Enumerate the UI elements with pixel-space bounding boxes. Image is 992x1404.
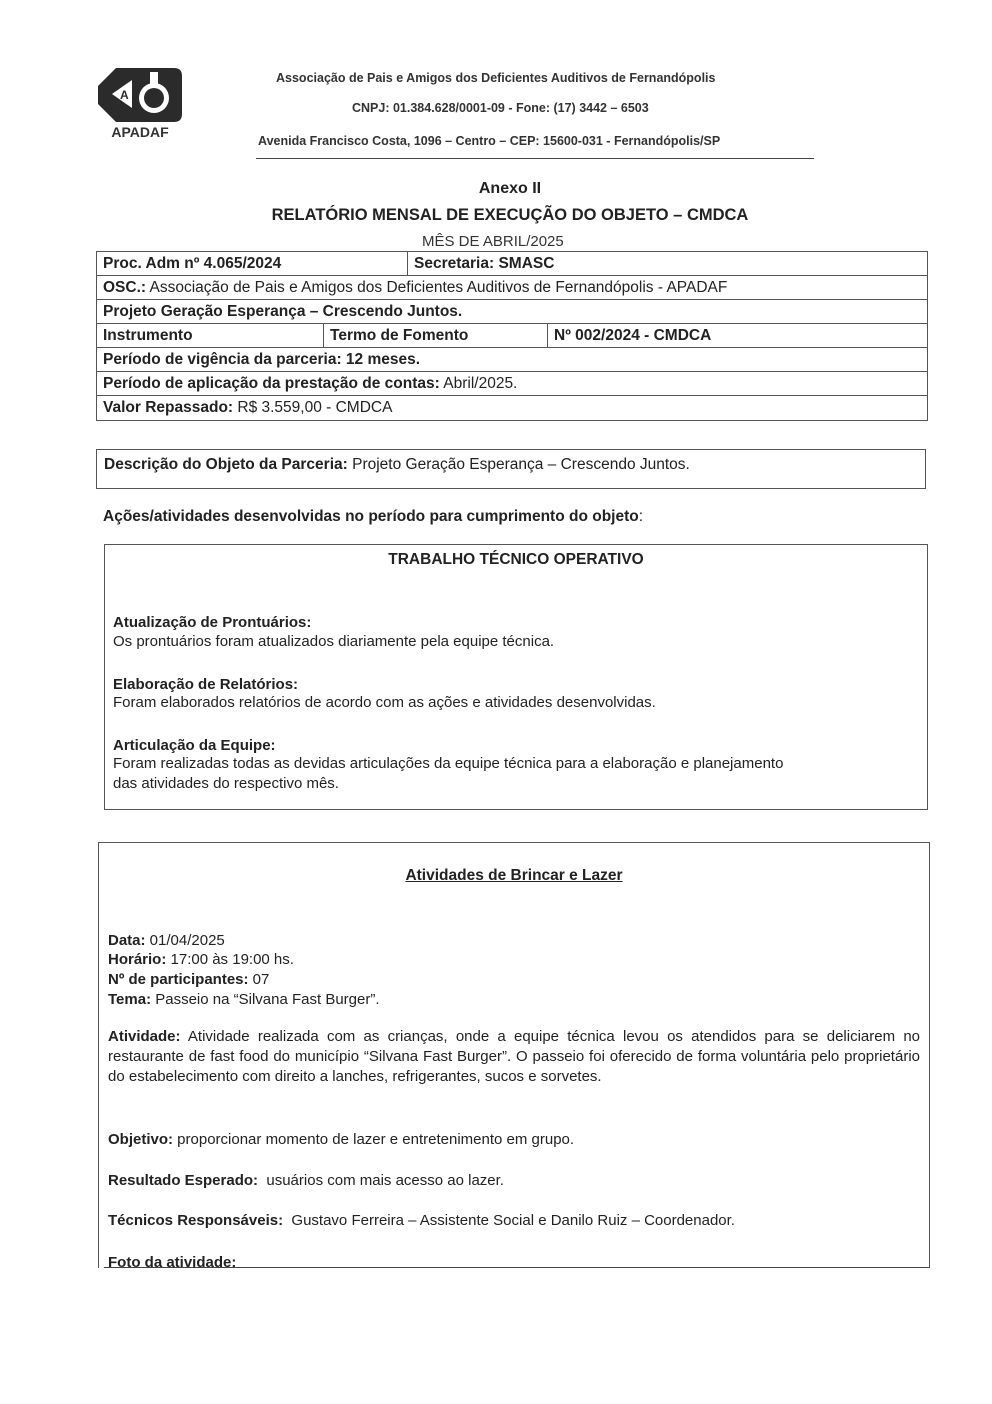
report-title: RELATÓRIO MENSAL DE EXECUÇÃO DO OBJETO – CMDCA	[271, 206, 749, 224]
tema-line	[108, 990, 920, 1010]
acoes-heading-text: Ações/atividades desenvolvidas no período para cumprimento do objeto	[103, 508, 639, 525]
resultado-line	[108, 1171, 920, 1191]
aplicacao-value: Abril/2025.	[439, 374, 518, 392]
svg-text:A: A	[120, 88, 129, 102]
atividade-value: Atividade realizada com as crianças, onde a equipe técnica levou os atendidos para se deliciarem no restaurante de fast food do município “Silvana Fast Burger”. O passeio foi oferecido de forma voluntária pelo proprietário do estabelecimento com direito a lanches, refrigerantes, sucos e sorvetes.	[108, 1028, 920, 1085]
info-row-projeto: Projeto Geração Esperança – Crescendo Juntos.	[97, 300, 927, 324]
aplicacao-label: Período de aplicação da prestação de contas:	[103, 374, 440, 392]
data-label: Data:	[108, 932, 146, 949]
participantes-label: Nº de participantes:	[108, 971, 249, 988]
secretaria-cell: Secretaria: SMASC	[407, 252, 927, 275]
tecnicos-label: Técnicos Responsáveis:	[108, 1212, 284, 1229]
data-line	[108, 931, 920, 951]
trabalho-title: TRABALHO TÉCNICO OPERATIVO	[388, 551, 644, 568]
info-row-aplicacao	[97, 372, 927, 396]
info-row-vigencia: Período de vigência da parceria: 12 meses.	[97, 348, 927, 372]
resultado-label: Resultado Esperado:	[108, 1172, 259, 1189]
participantes-value: 07	[248, 971, 270, 988]
horario-label: Horário:	[108, 951, 167, 968]
item-text: Foram realizadas todas as devidas articulações da equipe técnica para a elaboração e planejamento	[113, 755, 784, 772]
atividade-box	[98, 842, 930, 1271]
descricao-value: Projeto Geração Esperança – Crescendo Juntos.	[347, 456, 690, 473]
header-divider	[256, 158, 814, 159]
info-row-valor	[97, 396, 927, 420]
osc-label: OSC.:	[103, 278, 147, 296]
info-row-osc	[97, 276, 927, 300]
apadaf-logo	[94, 66, 186, 144]
acoes-heading	[103, 508, 643, 526]
trabalho-tecnico-box	[104, 544, 928, 810]
objetivo-value: proporcionar momento de lazer e entretenimento em grupo.	[173, 1131, 575, 1148]
atividade-title: Atividades de Brincar e Lazer	[405, 867, 623, 884]
acoes-heading-colon: :	[638, 508, 644, 525]
descricao-box	[96, 449, 926, 489]
info-table	[96, 251, 928, 421]
tecnicos-line	[108, 1211, 920, 1231]
atividade-paragraph	[108, 1027, 920, 1087]
foto-label: Foto da atividade:	[108, 1254, 237, 1271]
info-row-instrumento	[97, 324, 927, 348]
item-text-cont: das atividades do respectivo mês.	[113, 775, 339, 792]
atividade-box-bottom-rule	[104, 1267, 930, 1268]
instrumento-label: Instrumento	[103, 326, 193, 344]
item-text: Os prontuários foram atualizados diariamente pela equipe técnica.	[113, 633, 555, 650]
tecnicos-value: Gustavo Ferreira – Assistente Social e Danilo Ruiz – Coordenador.	[283, 1212, 735, 1229]
valor-label: Valor Repassado:	[103, 399, 234, 416]
objetivo-label: Objetivo:	[108, 1131, 174, 1148]
tema-value: Passeio na “Silvana Fast Burger”.	[151, 991, 380, 1008]
item-heading: Elaboração de Relatórios:	[113, 676, 299, 693]
descricao-label: Descrição do Objeto da Parceria:	[104, 456, 348, 473]
horario-line	[108, 950, 920, 970]
item-heading: Atualização de Prontuários:	[113, 614, 312, 631]
objetivo-line	[108, 1130, 920, 1150]
atividade-title-wrap	[99, 867, 929, 885]
logo-text: APADAF	[111, 124, 169, 140]
participantes-line	[108, 970, 920, 990]
osc-value: Associação de Pais e Amigos dos Deficientes Auditivos de Fernandópolis - APADAF	[146, 278, 728, 296]
horario-value: 17:00 às 19:00 hs.	[166, 951, 294, 968]
address-line: Avenida Francisco Costa, 1096 – Centro – CEP: 15600-031 - Fernandópolis/SP	[258, 134, 721, 148]
atividade-label: Atividade:	[108, 1028, 181, 1045]
org-name: Associação de Pais e Amigos dos Deficientes Auditivos de Fernandópolis	[276, 71, 716, 85]
resultado-value: usuários com mais acesso ao lazer.	[258, 1172, 504, 1189]
annex-title: Anexo II	[478, 180, 542, 197]
proc-cell: Proc. Adm nº 4.065/2024	[103, 254, 282, 272]
item-text: Foram elaborados relatórios de acordo com as ações e atividades desenvolvidas.	[113, 694, 656, 711]
data-value: 01/04/2025	[145, 932, 225, 949]
numero-value: Nº 002/2024 - CMDCA	[547, 324, 927, 347]
valor-value: R$ 3.559,00 - CMDCA	[233, 399, 393, 416]
item-heading: Articulação da Equipe:	[113, 737, 276, 754]
month-title: MÊS DE ABRIL/2025	[422, 233, 564, 250]
tema-label: Tema:	[108, 991, 152, 1008]
info-row-proc	[97, 252, 927, 276]
instrumento-value: Termo de Fomento	[323, 324, 547, 347]
cnpj-line: CNPJ: 01.384.628/0001-09 - Fone: (17) 3442 – 6503	[352, 101, 649, 115]
